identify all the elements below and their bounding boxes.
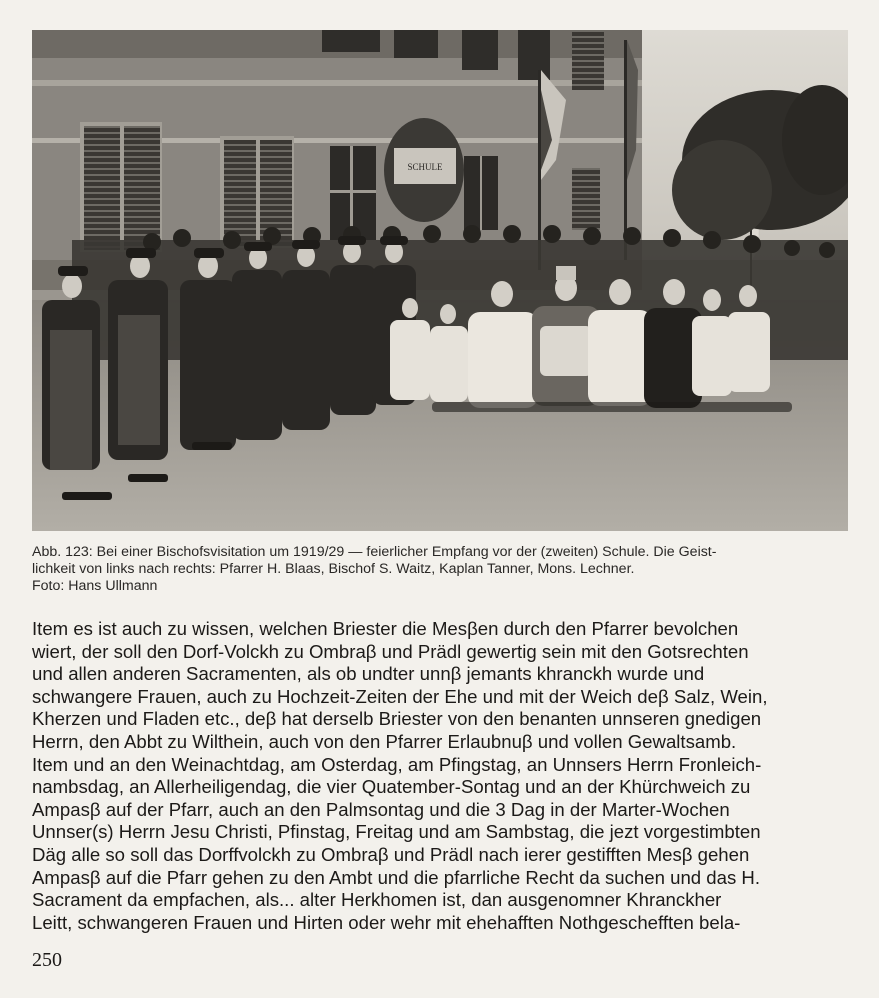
text-line: und allen anderen Sacramenten, als ob undter unnβ jemants khranckh wurde und [32, 663, 705, 685]
text-line: Sacrament da empfachen, als... alter Herkhomen ist, dan ausgenomner Khranckher [32, 889, 722, 911]
historical-photo [32, 30, 848, 531]
text-line: nambsdag, an Allerheiligendag, die vier Quatember-Sontag und an der Khürchweich zu [32, 776, 751, 798]
text-line: Herrn, den Abbt zu Wilthein, auch von den Pfarrer Erlaubnuβ und vollen Gewaltsamb. [32, 730, 737, 752]
figure-caption [32, 544, 852, 595]
caption-line: lichkeit von links nach rechts: Pfarrer H. Blaas, Bischof S. Waitz, Kaplan Tanner, Mons. Lechner. [32, 561, 635, 577]
text-line: Däg alle so soll das Dorffvolckh zu Ombraβ und Prädl nach ierer gestifften Mesβ gehen [32, 843, 750, 865]
text-line: Ampasβ auf die Pfarr gehen zu den Ambt und die pfarrliche Recht da suchen und das H. [32, 866, 761, 888]
text-line: Item es ist auch zu wissen, welchen Briester die Mesβen durch den Pfarrer bevolchen [32, 618, 739, 639]
caption-line: Foto: Hans Ullmann [32, 578, 158, 594]
text-line: wiert, der soll den Dorf-Volckh zu Ombraβ und Prädl gewertig sein mit den Gotsrechten [32, 640, 749, 662]
text-line: Kherzen und Fladen etc., deβ hat derselb Briester von den benanten unnseren gnedigen [32, 708, 762, 730]
text-line: Unnser(s) Herrn Jesu Christi, Pfinstag, Freitag und am Sambstag, die jezt vorgestimbten [32, 821, 761, 843]
page-number: 250 [32, 949, 62, 971]
school-sign-text: SCHULE [407, 162, 443, 172]
text-line: Ampasβ auf der Pfarr, auch an den Palmsontag und die 3 Dag in der Marter-Wochen [32, 798, 730, 820]
text-line: Leitt, schwangeren Frauen und Hirten oder wehr mit ehehafften Nothgeschefften bela- [32, 911, 741, 933]
caption-line: Abb. 123: Bei einer Bischofsvisitation um 1919/29 — feierlicher Empfang vor der (zweiten) Schule. Die Geist- [32, 544, 717, 560]
text-line: Item und an den Weinachtdag, am Osterdag, am Pfingstag, an Unnsers Herrn Fronleich- [32, 753, 762, 775]
body-paragraph [32, 618, 850, 934]
text-line: schwangere Frauen, auch zu Hochzeit-Zeiten der Ehe und mit der Weich deβ Salz, Wein, [32, 685, 768, 707]
